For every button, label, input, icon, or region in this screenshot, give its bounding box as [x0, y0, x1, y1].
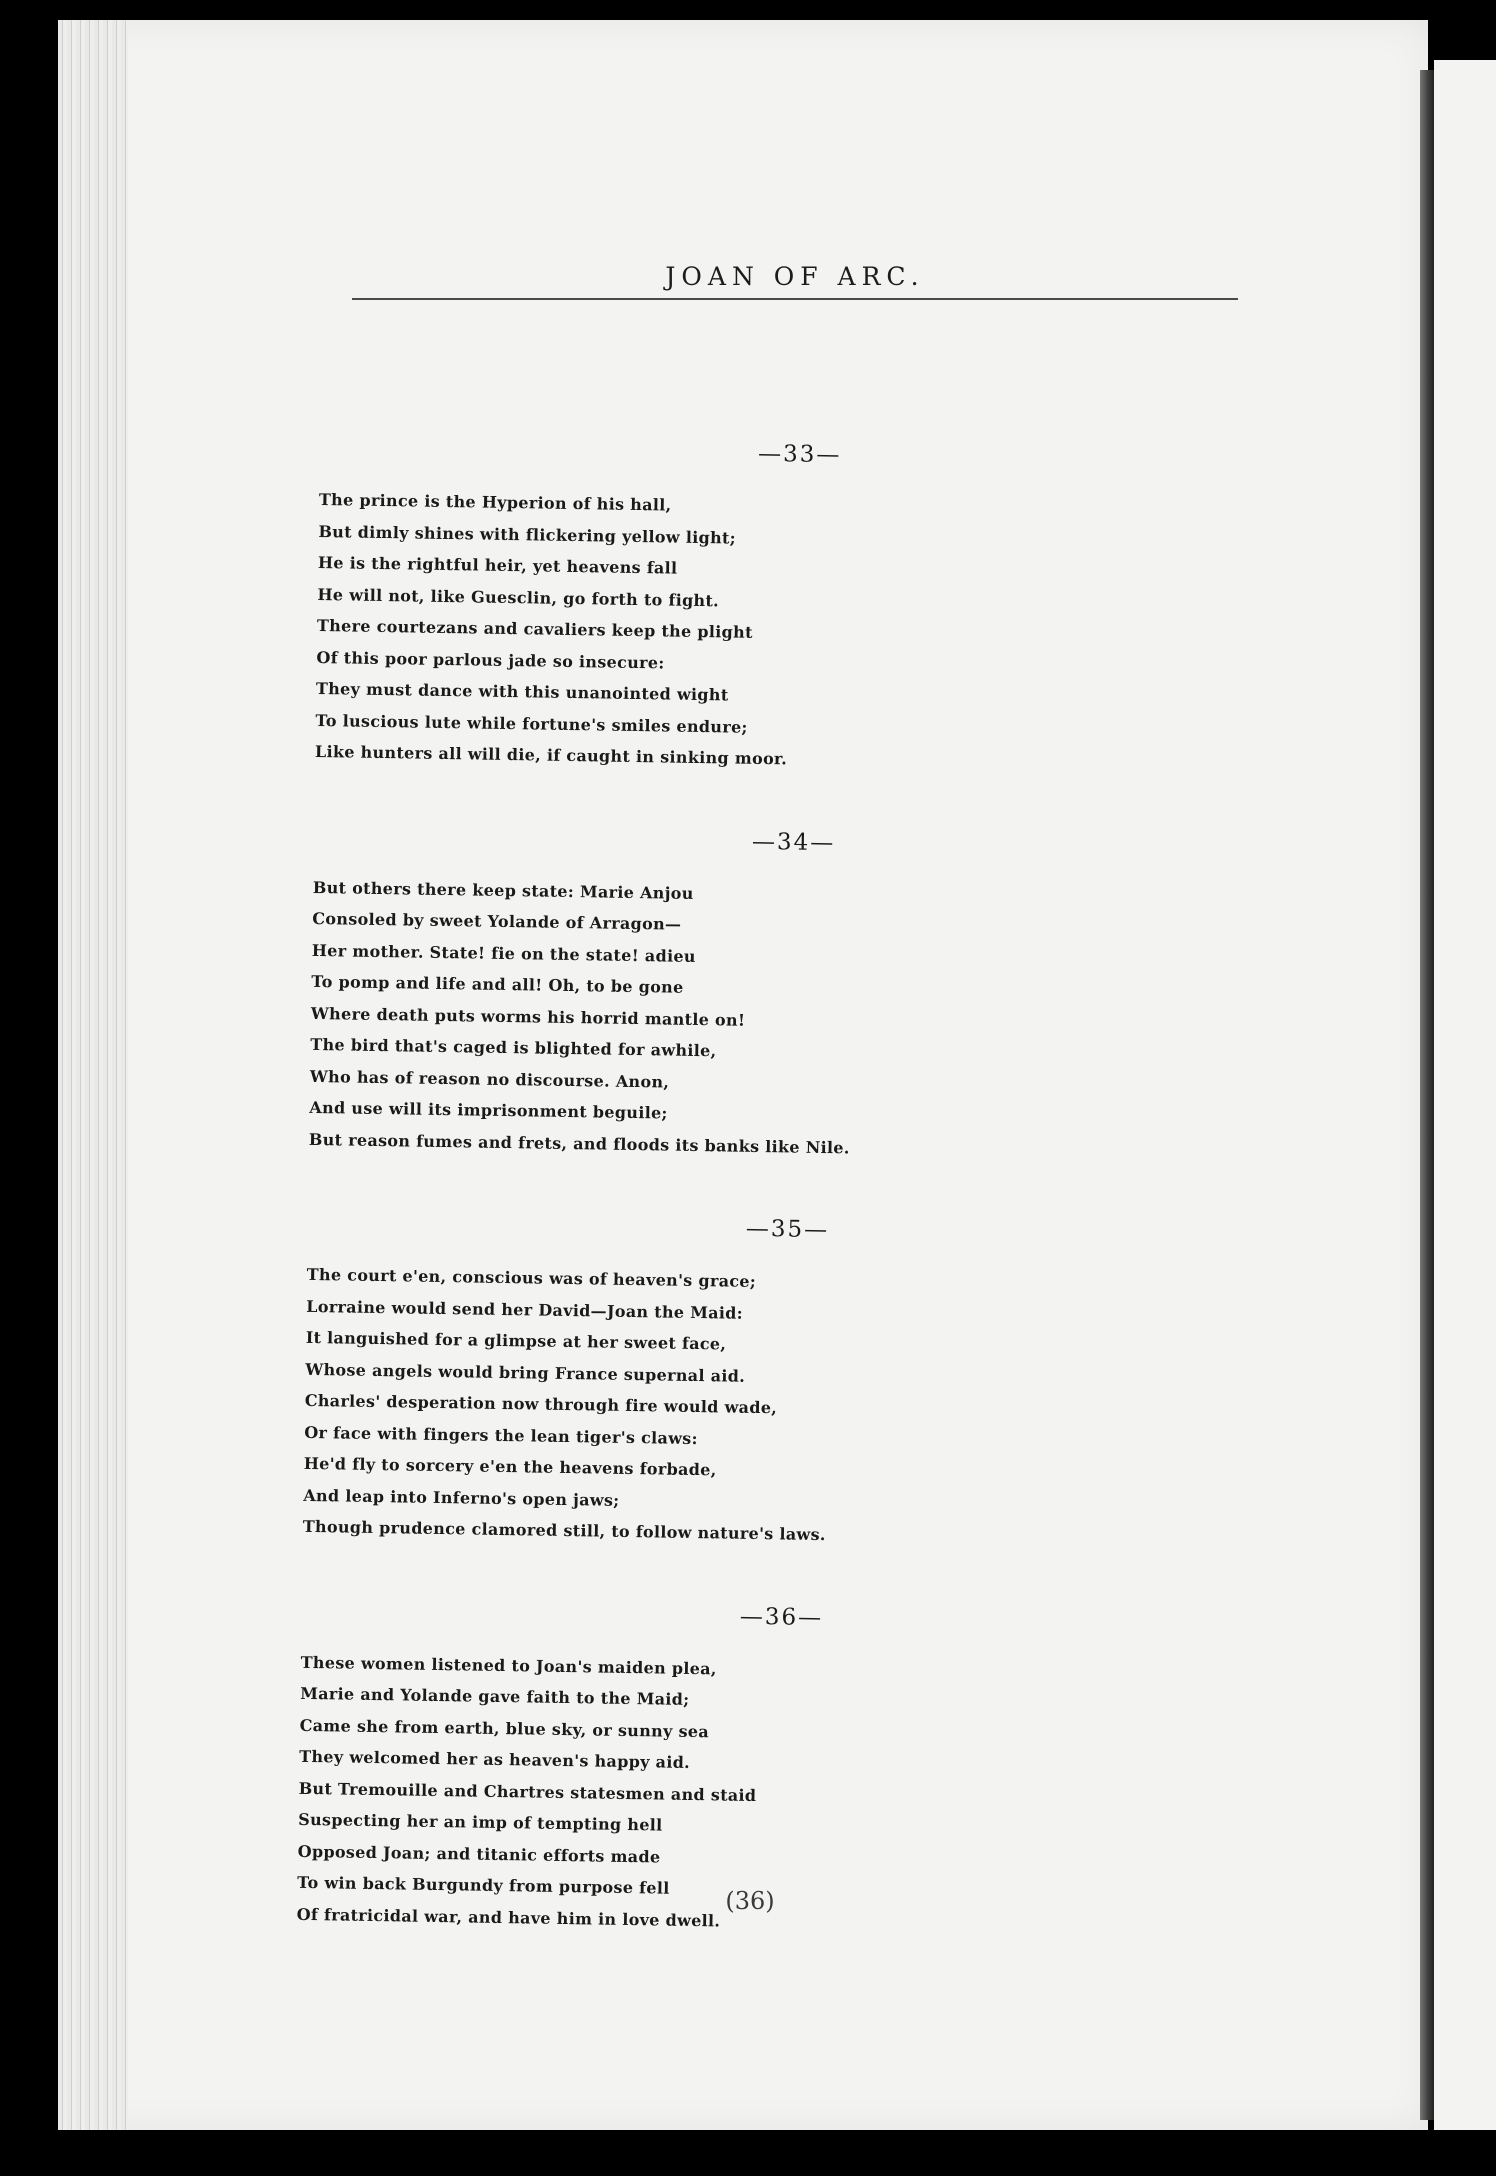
stanza-number: —35—	[745, 1215, 830, 1244]
verse-line: But dimly shines with flickering yellow light;	[318, 521, 737, 548]
stanza-number: —33—	[757, 440, 842, 469]
verse-line: To win back Burgundy from purpose fell	[297, 1872, 670, 1898]
verse-line: They must dance with this unanointed wight	[315, 678, 729, 705]
verse-line: But reason fumes and frets, and floods its banks like Nile.	[308, 1129, 850, 1157]
verse-line: Of this poor parlous jade so insecure:	[316, 647, 665, 672]
stanza-number: —36—	[739, 1603, 824, 1631]
stanza-number: —34—	[751, 828, 836, 856]
verse-line: These women listened to Joan's maiden plea,	[300, 1652, 717, 1678]
verse-line: Though prudence clamored still, to follow nature's laws.	[302, 1516, 826, 1545]
verse-line: Where death puts worms his horrid mantle on!	[310, 1003, 746, 1030]
verse-line: The bird that's caged is blighted for awhile,	[310, 1034, 717, 1061]
verse-line: And use will its imprisonment beguile;	[309, 1097, 668, 1123]
page-edges	[58, 20, 128, 2130]
verse-line: Of fratricidal war, and have him in love dwell.	[296, 1904, 721, 1930]
running-head-rule	[352, 298, 1238, 300]
verse-line: There courtezans and cavaliers keep the plight	[316, 615, 753, 642]
poem-body	[296, 432, 1240, 1996]
verse-line: Her mother. State! fie on the state! adieu	[311, 940, 696, 966]
facing-page-edge	[1434, 60, 1496, 2130]
verse-line: Who has of reason no discourse. Anon,	[309, 1066, 670, 1092]
verse-line: Lorraine would send her David—Joan the Maid:	[306, 1296, 744, 1323]
verse-line: He is the rightful heir, yet heavens fall	[317, 552, 678, 578]
verse-line: Suspecting her an imp of tempting hell	[298, 1809, 663, 1835]
stanza	[303, 1207, 1228, 1557]
verse-line: Opposed Joan; and titanic efforts made	[297, 1841, 661, 1867]
verse-line: But Tremouille and Chartres statesmen and staid	[298, 1778, 757, 1805]
verse-line: He'd fly to sorcery e'en the heavens forbade,	[303, 1453, 717, 1480]
running-head: JOAN OF ARC.	[665, 262, 925, 291]
page-number: (36)	[725, 1887, 775, 1915]
verse-line: But others there keep state: Marie Anjou	[312, 877, 694, 903]
stanza	[315, 432, 1240, 782]
verse-line: Charles' desperation now through fire would wade,	[304, 1390, 778, 1418]
verse-line: Consoled by sweet Yolande of Arragon—	[312, 908, 682, 934]
verse-line: Marie and Yolande gave faith to the Maid;	[300, 1683, 690, 1709]
stanza	[309, 819, 1234, 1169]
verse-line: Whose angels would bring France supernal aid.	[305, 1359, 746, 1386]
verse-line: It languished for a glimpse at her sweet face,	[305, 1327, 727, 1354]
book-spine-shadow	[1420, 70, 1434, 2120]
verse-line: Like hunters all will die, if caught in sinking moor.	[314, 741, 788, 769]
verse-line: To pomp and life and all! Oh, to be gone	[311, 971, 684, 997]
verse-line: They welcomed her as heaven's happy aid.	[299, 1746, 691, 1772]
verse-line: To luscious lute while fortune's smiles endure;	[315, 710, 748, 737]
verse-line: And leap into Inferno's open jaws;	[303, 1485, 620, 1510]
verse-line: Came she from earth, blue sky, or sunny sea	[299, 1715, 710, 1741]
verse-line: He will not, like Guesclin, go forth to fight.	[317, 584, 720, 610]
verse-line: Or face with fingers the lean tiger's claws:	[304, 1422, 698, 1448]
verse-line: The prince is the Hyperion of his hall,	[318, 489, 672, 515]
verse-line: The court e'en, conscious was of heaven's grace;	[306, 1264, 757, 1291]
